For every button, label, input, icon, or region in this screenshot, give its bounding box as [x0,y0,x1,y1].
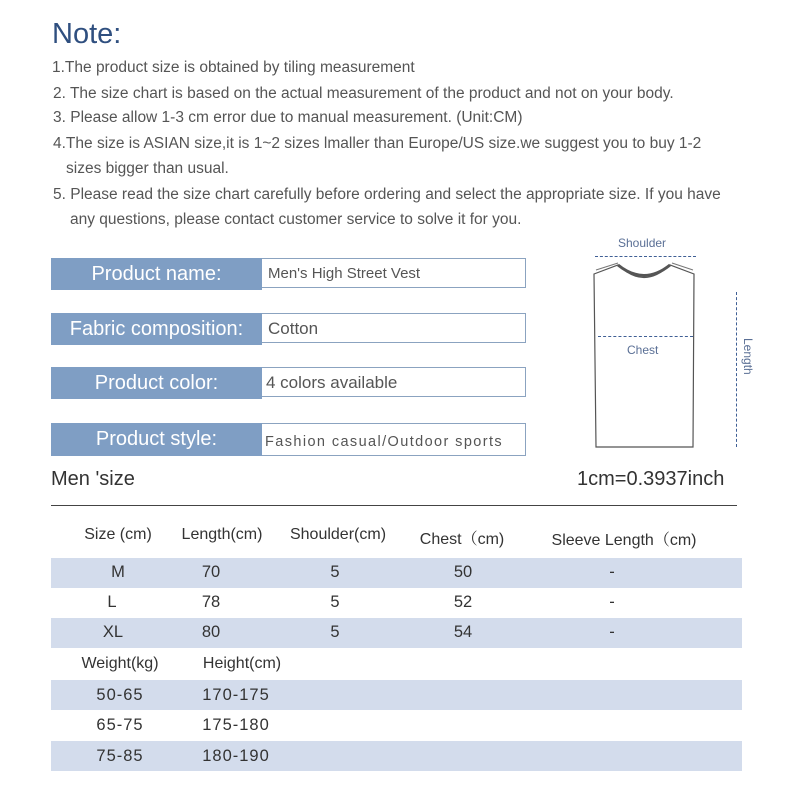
color-label: Product color: [51,367,262,399]
unit-conversion: 1cm=0.3937inch [577,468,725,490]
cell-chest: 50 [453,563,473,581]
chest-label: Chest [627,343,659,357]
note-line: 4.The size is ASIAN size,it is 1~2 sizes lmaller than Europe/US size.we suggest you to buy 1-2 [53,135,702,152]
length-measure-line [736,292,737,447]
cell-chest: 54 [453,623,473,641]
cell-height: 175-180 [202,716,270,734]
note-line: 1.The product size is obtained by tiling measurement [52,59,415,76]
vest-outline-icon [590,262,700,452]
header-chest: Chest（cm) [419,531,505,548]
cell-height: 180-190 [202,747,270,765]
note-line: any questions, please contact customer service to solve it for you. [70,211,522,228]
note-line: sizes bigger than usual. [66,160,229,177]
cell-weight: 65-75 [96,716,144,734]
note-title: Note: [52,18,122,50]
cell-chest: 52 [453,593,473,611]
cell-shoulder: 5 [330,563,340,581]
header-sleeve: Sleeve Length（cm) [551,532,697,549]
cell-length: 80 [201,623,221,641]
style-label: Product style: [51,423,262,456]
cell-size: XL [102,623,124,641]
section-title: Men 'size [51,468,135,490]
style-value: Fashion casual/Outdoor sports [262,423,526,456]
cell-length: 70 [201,563,221,581]
divider [51,505,737,506]
shoulder-label: Shoulder [618,236,667,250]
fabric-label: Fabric composition: [51,313,262,345]
header-weight: Weight(kg) [81,655,159,672]
cell-sleeve: - [609,623,615,641]
color-value: 4 colors available [262,367,526,397]
row-band [51,741,742,771]
fabric-value: Cotton [262,313,526,343]
cell-size: M [111,563,125,581]
product-name-label: Product name: [51,258,262,290]
cell-size: L [107,593,117,611]
cell-sleeve: - [609,563,615,581]
shoulder-measure-line [595,256,696,257]
cell-shoulder: 5 [330,623,340,641]
note-line: 2. The size chart is based on the actual measurement of the product and not on your body. [53,85,674,102]
header-shoulder: Shoulder(cm) [289,526,387,543]
note-line: 3. Please allow 1-3 cm error due to manual measurement. (Unit:CM) [53,109,523,126]
header-height: Height(cm) [202,655,282,672]
row-band [51,558,742,588]
header-length: Length(cm) [181,526,263,543]
row-band [51,618,742,648]
row-band [51,680,742,710]
cell-length: 78 [201,593,221,611]
cell-height: 170-175 [202,686,270,704]
header-size: Size (cm) [84,526,152,543]
cell-sleeve: - [609,593,615,611]
cell-weight: 75-85 [96,747,144,765]
note-line: 5. Please read the size chart carefully before ordering and select the appropriate size. If you have [53,186,721,203]
chest-measure-line [598,336,693,337]
product-name-value: Men's High Street Vest [262,258,526,288]
length-label: Length [741,338,755,375]
cell-shoulder: 5 [330,593,340,611]
cell-weight: 50-65 [96,686,144,704]
